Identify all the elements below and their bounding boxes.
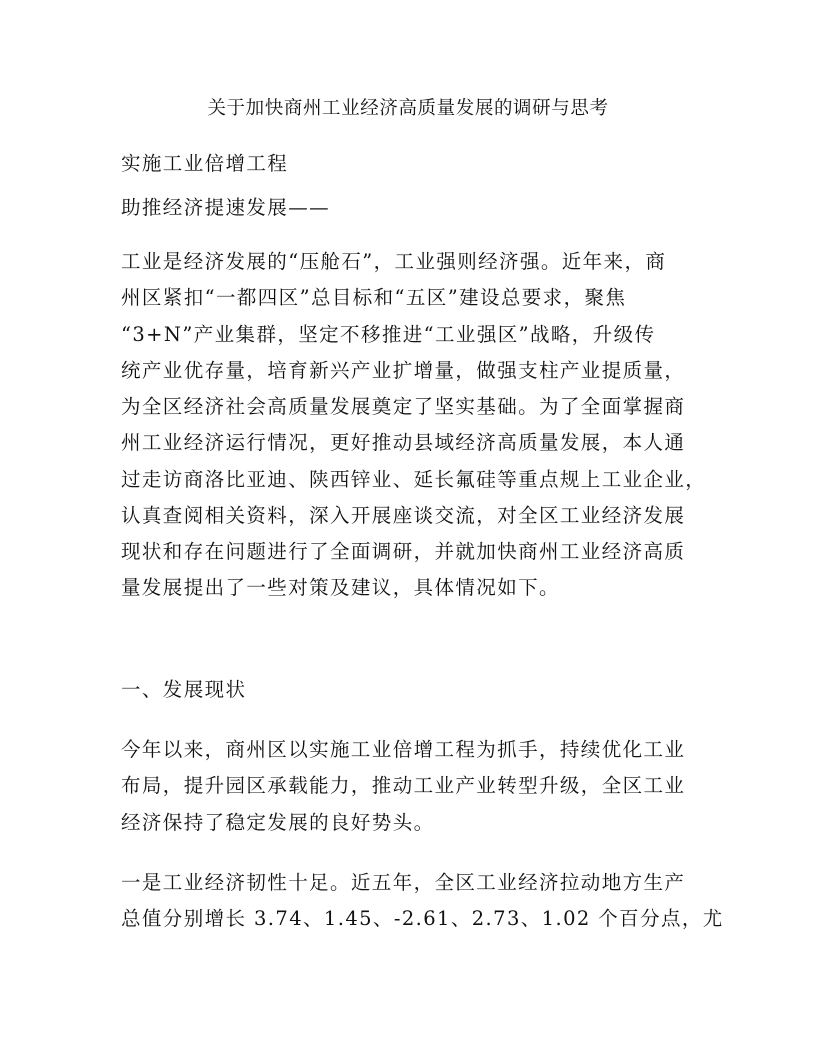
intro-line: 统产业优存量，培育新兴产业扩增量，做强支柱产业提质量，	[121, 359, 686, 382]
intro-line: 量发展提出了一些对策及建议，具体情况如下。	[121, 576, 560, 599]
intro-line: 现状和存在问题进行了全面调研，并就加快商州工业经济高质	[121, 540, 686, 563]
intro-line: 过走访商洛比亚迪、陕西锌业、延长氟硅等重点规上工业企业，	[121, 468, 707, 491]
document-title: 关于加快商州工业经济高质量发展的调研与思考	[207, 98, 609, 119]
intro-line: 认真查阅相关资料，深入开展座谈交流，对全区工业经济发展	[121, 504, 686, 527]
subtitle-line: 实施工业倍增工程	[121, 152, 289, 175]
intro-line: 州工业经济运行情况，更好推动县域经济高质量发展，本人通	[121, 431, 686, 454]
section-intro-line: 今年以来，商州区以实施工业倍增工程为抓手，持续优化工业	[121, 738, 686, 761]
subtitle-line: 助推经济提速发展——	[121, 196, 331, 219]
point-line: 一是工业经济韧性十足。近五年，全区工业经济拉动地方生产	[121, 871, 686, 894]
intro-line: “3+N”产业集群，坚定不移推进“工业强区”战略，升级传	[121, 323, 656, 346]
point-line: 总值分别增长 3.74、1.45、-2.61、2.73、1.02 个百分点，尤	[121, 907, 724, 930]
intro-line: 为全区经济社会高质量发展奠定了坚实基础。为了全面掌握商	[121, 395, 686, 418]
intro-line: 州区紧扣“一都四区”总目标和“五区”建设总要求，聚焦	[121, 286, 627, 309]
section-intro-line: 经济保持了稳定发展的良好势头。	[121, 811, 435, 834]
section-intro-line: 布局，提升园区承载能力，推动工业产业转型升级，全区工业	[121, 774, 686, 797]
intro-line: 工业是经济发展的“压舱石”，工业强则经济强。近年来，商	[121, 250, 667, 273]
section-heading: 一、发展现状	[121, 678, 247, 701]
